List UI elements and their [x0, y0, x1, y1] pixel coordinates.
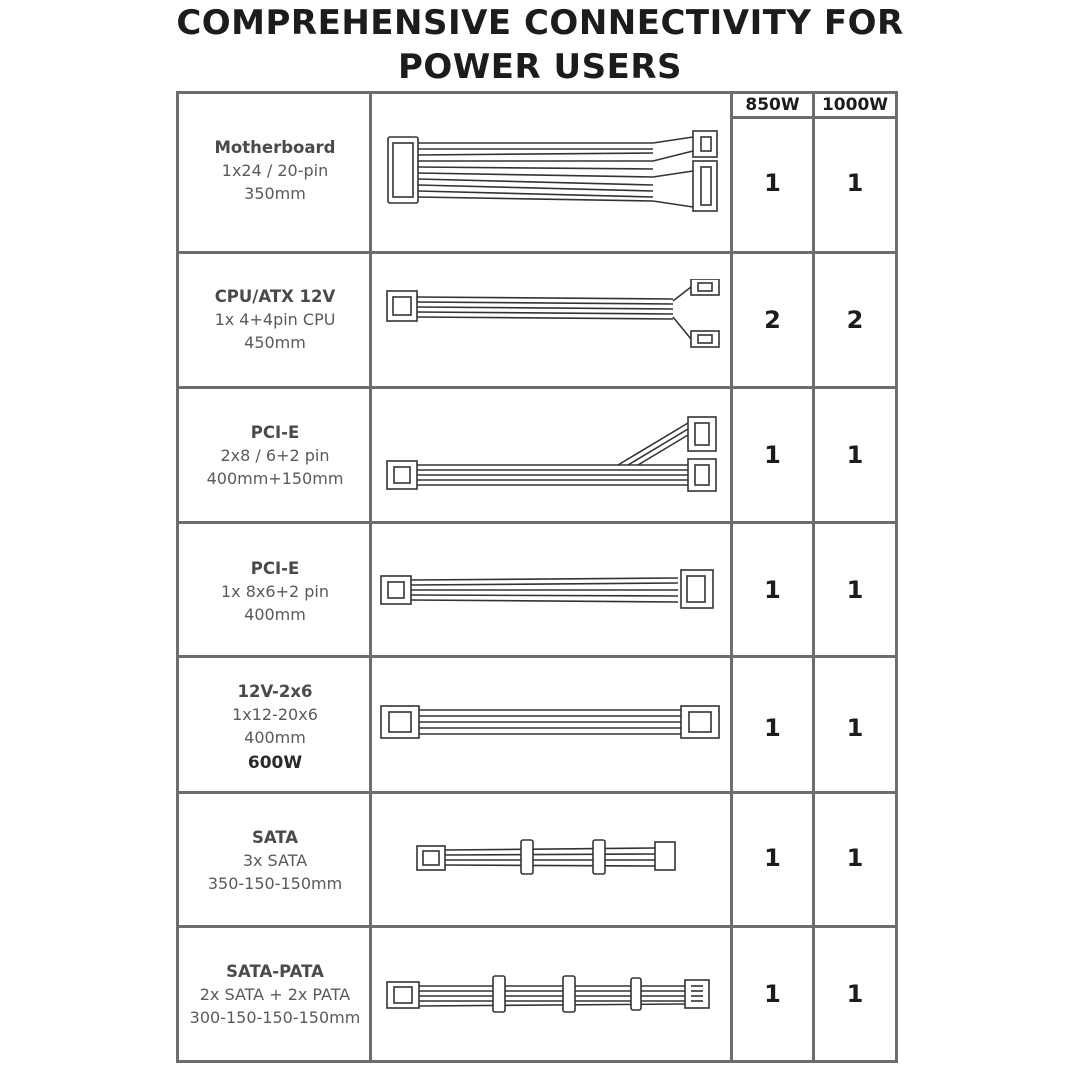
value-850w: 1 [764, 980, 781, 1008]
cable-length: 300-150-150-150mm [189, 1008, 361, 1027]
cable-length: 400mm [244, 605, 306, 624]
cable-length: 350-150-150mm [207, 874, 343, 893]
value-1000w: 1 [846, 576, 864, 604]
power-rating: 600W [247, 753, 303, 773]
sata-cable-icon [373, 836, 728, 878]
row-label [179, 826, 371, 895]
connector-spec: 1x 8x6+2 pin [221, 582, 329, 601]
sata-pata-cable-icon [373, 972, 728, 1016]
cpu-4plus4-cable-icon [373, 279, 728, 349]
12v-2x6-cable-icon [373, 702, 728, 742]
connectivity-table [176, 91, 898, 1063]
page-title-line-2: POWER USERS [397, 47, 683, 87]
value-1000w: 1 [846, 441, 864, 469]
connector-name: SATA-PATA [226, 962, 324, 981]
pcie-dual-cable-icon [373, 415, 728, 495]
value-1000w: 1 [846, 169, 864, 197]
table-row [176, 389, 898, 521]
connector-name: CPU/ATX 12V [214, 287, 336, 306]
value-850w: 1 [764, 576, 781, 604]
connector-name: SATA [251, 828, 299, 847]
connector-name: 12V-2x6 [237, 682, 313, 701]
table-row [176, 928, 898, 1060]
connector-spec: 3x SATA [242, 851, 308, 870]
table-row [176, 91, 898, 251]
table-row [176, 254, 898, 386]
cable-length: 400mm+150mm [206, 469, 344, 488]
value-1000w: 1 [846, 980, 864, 1008]
connector-name: PCI-E [250, 423, 300, 442]
value-850w: 1 [764, 441, 781, 469]
cable-length: 450mm [244, 333, 306, 352]
table-row [176, 524, 898, 655]
connector-spec: 1x12-20x6 [232, 705, 318, 724]
connector-spec: 2x SATA + 2x PATA [199, 985, 351, 1004]
connector-spec: 1x24 / 20-pin [221, 161, 329, 180]
connector-spec: 1x 4+4pin CPU [214, 310, 336, 329]
row-label [179, 557, 371, 626]
header-1000w: 1000W [821, 95, 889, 115]
page-title-line-1: COMPREHENSIVE CONNECTIVITY FOR [176, 3, 904, 43]
row-label [179, 285, 371, 354]
row-label [179, 680, 371, 775]
connector-spec: 2x8 / 6+2 pin [220, 446, 330, 465]
value-850w: 1 [764, 714, 781, 742]
cable-length: 350mm [244, 184, 306, 203]
row-label [179, 960, 371, 1029]
pcie-single-cable-icon [373, 566, 728, 614]
row-label [179, 421, 371, 490]
table-row [176, 794, 898, 925]
value-1000w: 2 [846, 306, 864, 334]
value-1000w: 1 [846, 714, 864, 742]
cable-length: 400mm [244, 728, 306, 747]
row-label [179, 136, 371, 205]
motherboard-24pin-cable-icon [373, 129, 728, 214]
header-850w: 850W [745, 95, 800, 115]
value-1000w: 1 [846, 844, 864, 872]
value-850w: 1 [764, 169, 781, 197]
connector-name: Motherboard [214, 138, 336, 157]
connector-name: PCI-E [250, 559, 300, 578]
table-row [176, 658, 898, 791]
value-850w: 1 [764, 844, 781, 872]
value-850w: 2 [764, 306, 781, 334]
